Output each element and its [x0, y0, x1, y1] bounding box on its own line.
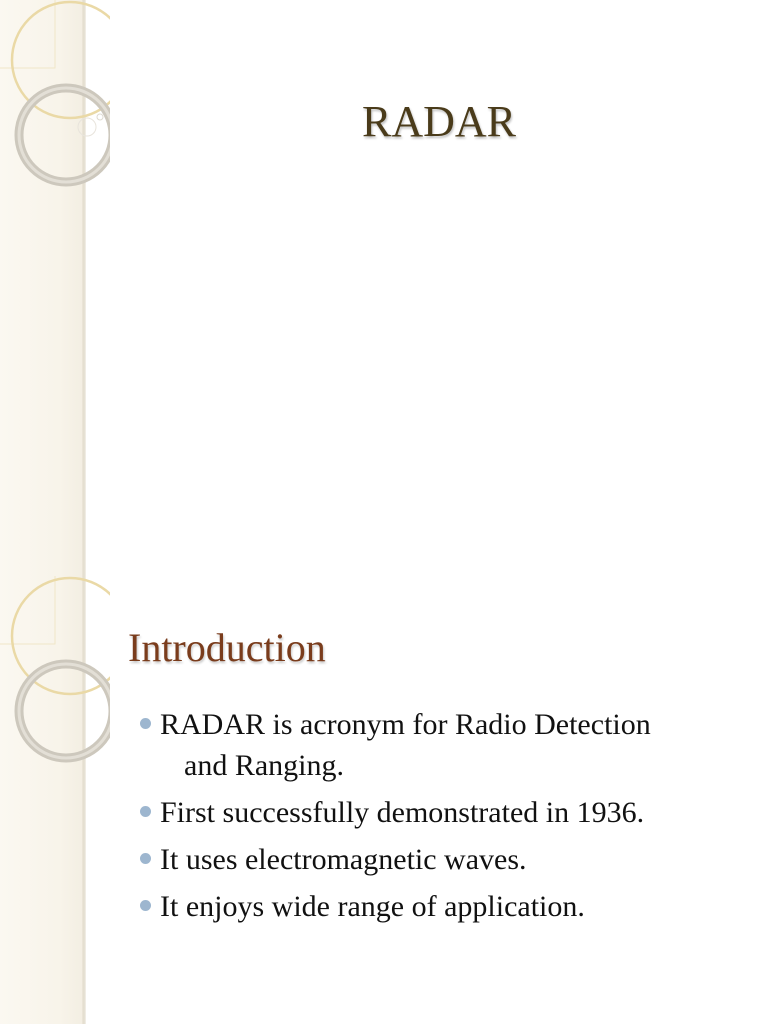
bullet-text: RADAR is acronym for Radio Detection — [160, 708, 651, 741]
section-heading: Introduction — [128, 625, 326, 670]
list-item — [138, 792, 738, 833]
ring-ornament — [0, 576, 110, 776]
bullet-text: It uses electromagnetic waves. — [160, 843, 527, 876]
list-item — [138, 886, 738, 927]
bullet-marker-icon — [140, 718, 151, 729]
bullet-marker-icon — [140, 853, 151, 864]
bullet-marker-icon — [140, 900, 151, 911]
bullet-marker-icon — [140, 806, 151, 817]
list-item — [138, 704, 738, 786]
bullet-text: First successfully demonstrated in 1936. — [160, 796, 645, 829]
slide-title: RADAR — [361, 97, 517, 146]
bullet-text-continued: and Ranging. — [184, 749, 344, 782]
intro-slide — [0, 576, 768, 1024]
list-item — [138, 839, 738, 880]
bullet-list — [138, 704, 738, 933]
bullet-text: It enjoys wide range of application. — [160, 890, 585, 923]
